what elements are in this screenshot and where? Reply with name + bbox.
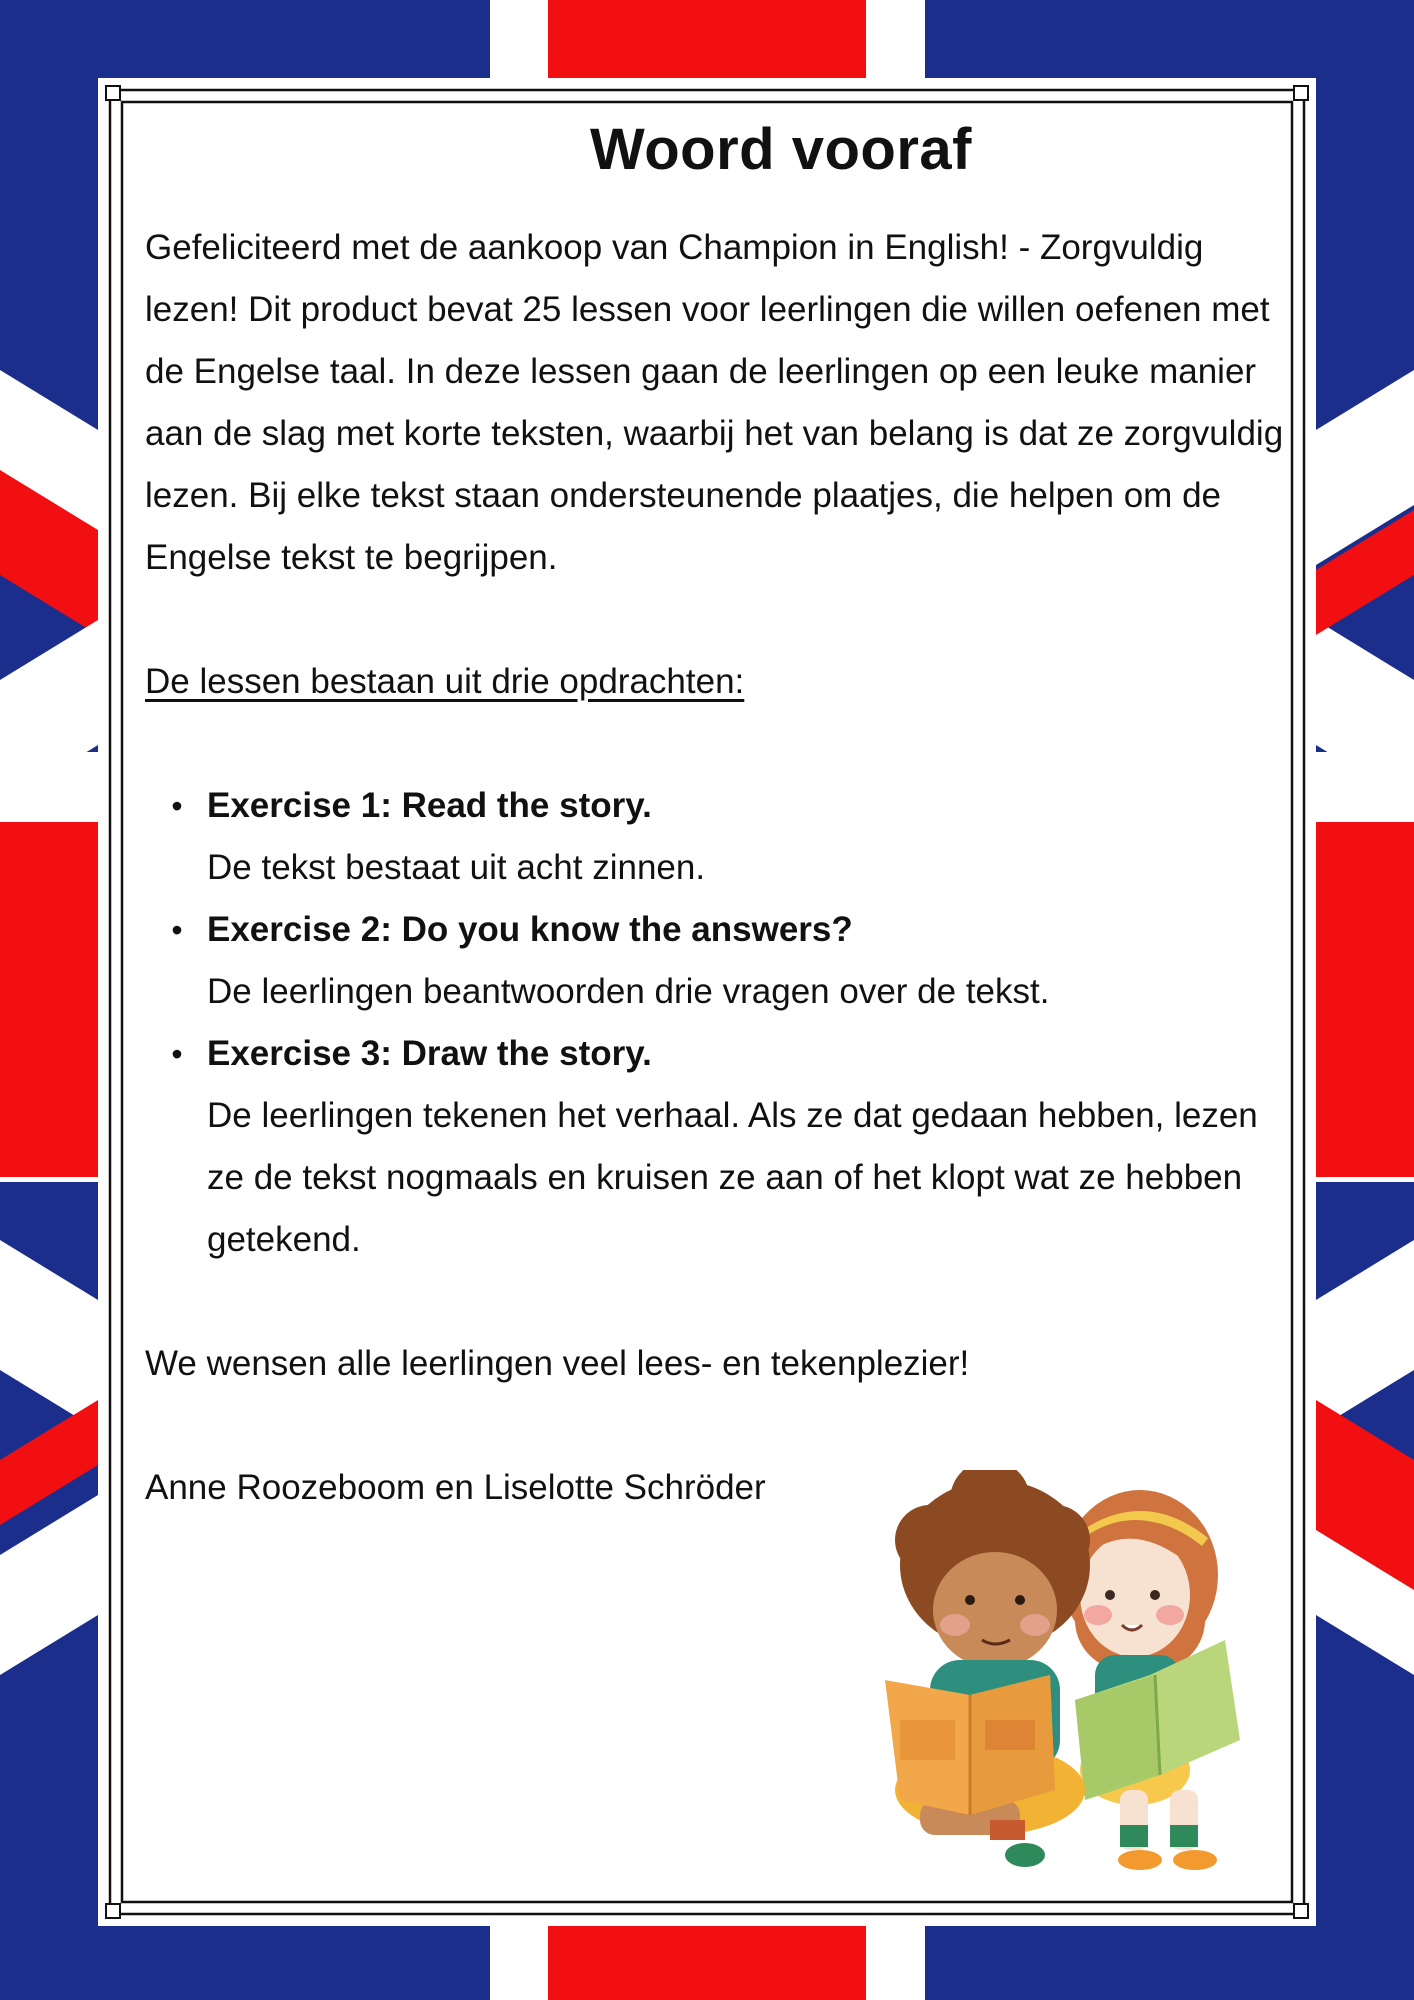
exercise-list bbox=[145, 775, 1285, 1271]
list-item bbox=[171, 1023, 1285, 1271]
bullet-icon: • bbox=[171, 912, 183, 948]
intro-paragraph: Gefeliciteerd met de aankoop van Champion in English! - Zorgvuldig lezen! Dit product bevat 25 lessen voor leerlingen die willen oefenen met de Engelse taal. In deze lessen gaan de leerlingen op een leuke manier aan de slag met korte teksten, waarbij het van belang is dat ze zorgvuldig lezen. Bij elke tekst staan ondersteunende plaatjes, die helpen om de Engelse tekst te begrijpen. bbox=[145, 228, 1284, 577]
spacer bbox=[145, 1271, 1285, 1333]
exercise-description: De tekst bestaat uit acht zinnen. bbox=[207, 848, 706, 887]
boy-figure bbox=[885, 1470, 1090, 1867]
spacer bbox=[145, 1395, 1285, 1457]
document-body bbox=[145, 108, 1285, 1519]
exercise-description: De leerlingen beantwoorden drie vragen over de tekst. bbox=[207, 972, 1050, 1011]
bullet-icon: • bbox=[171, 1036, 183, 1072]
exercise-title: Exercise 2: Do you know the answers? bbox=[207, 910, 853, 949]
closing-line: We wensen alle leerlingen veel lees- en tekenplezier! bbox=[145, 1344, 970, 1383]
list-item bbox=[171, 775, 1285, 899]
bullet-icon: • bbox=[171, 788, 183, 824]
children-reading-illustration bbox=[870, 1470, 1260, 1890]
page-title: Woord vooraf bbox=[590, 117, 972, 182]
spacer bbox=[145, 589, 1285, 651]
exercise-title: Exercise 1: Read the story. bbox=[207, 786, 652, 825]
list-item bbox=[171, 899, 1285, 1023]
exercise-title: Exercise 3: Draw the story. bbox=[207, 1034, 652, 1073]
spacer bbox=[145, 713, 1285, 775]
section-heading: De lessen bestaan uit drie opdrachten: bbox=[145, 662, 745, 701]
authors-line: Anne Roozeboom en Liselotte Schröder bbox=[145, 1468, 766, 1507]
exercise-description: De leerlingen tekenen het verhaal. Als ze dat gedaan hebben, lezen ze de tekst nogmaals en kruisen ze aan of het klopt wat ze hebben getekend. bbox=[207, 1096, 1258, 1259]
